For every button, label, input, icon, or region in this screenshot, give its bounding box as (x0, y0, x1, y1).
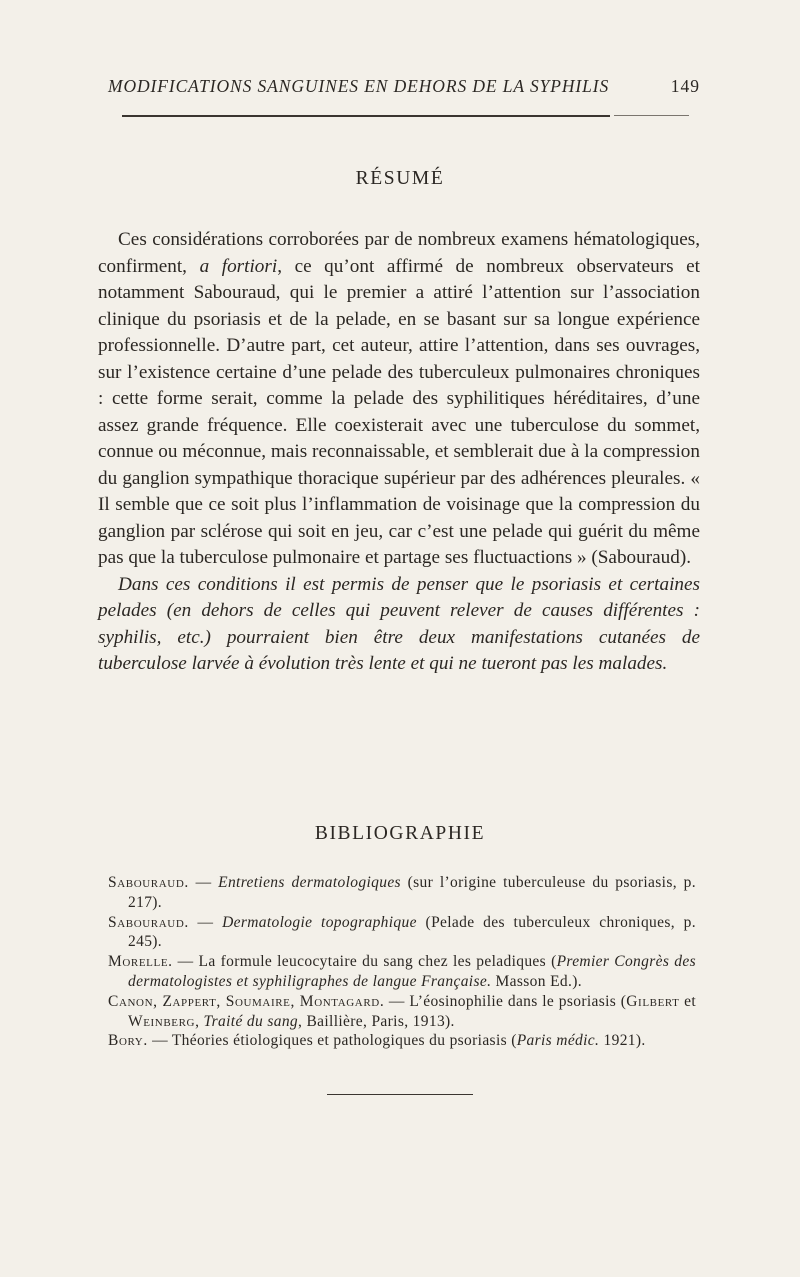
bibliography-entry (108, 873, 696, 913)
resume-p1-text-b: , ce qu’ont affirmé de nombreux observateurs et notamment Sabouraud, qui le premier a attiré l’attention sur l’association clinique du psoriasis et de la pelade, en se basant sur sa longue expérience professionnelle. D’autre part, cet auteur, attire l’attention, dans ses ouvrages, sur l’existence certaine d’une pelade des tuberculeux pulmonaires chroniques : cette forme serait, comme la pelade des syphilitiques héréditaires, d’une assez grande fréquence. Elle coexisterait avec une tuberculose du sommet, connue ou méconnue, mais reconnaissable, et semblerait due à la compression du ganglion sympathique thoracique supérieur par des adhérences pleurales. « Il semble que ce soit plus l’inflammation de voisinage que la compression du ganglion par sclérose qui soit en jeu, car c’est une pelade qui guérit du même pas que la tuberculose pulmonaire et partage ses fluctuactions » (Sabouraud). (98, 255, 700, 568)
resume-paragraph-2 (98, 572, 700, 678)
running-header (108, 76, 700, 97)
ref-separator: , (195, 1012, 204, 1030)
ref-details: , Baillière, Paris, 1913). (298, 1012, 455, 1030)
header-rule-short (614, 115, 689, 116)
ref-details: Masson Ed.). (491, 972, 582, 990)
resume-body (98, 227, 700, 678)
ref-title: Premier Congrès des dermatologistes et syphiligraphes de langue Française. (128, 953, 696, 990)
ref-author: Sabouraud. (108, 913, 189, 931)
ref-title: Paris médic. (516, 1032, 600, 1050)
resume-p1-text-a: Ces considérations corroborées par de nombreux examens hématologiques, confirment, (98, 229, 700, 277)
resume-heading: RÉSUMÉ (355, 168, 445, 189)
resume-p2-text: Dans ces conditions il est permis de penser que le psoriasis et certaines pelades (en dehors de celles qui peuvent relever de causes différentes : syphilis, etc.) pourraient bien être deux manifestations cutanées de tuberculose larvée à évolution très lente et qui ne tueront pas les malades. (98, 573, 700, 674)
ref-title: Dermatologie topographique (222, 913, 417, 931)
ref-author: Sabouraud. (108, 874, 189, 891)
bibliography-entry (108, 1031, 696, 1051)
ref-conjunction: et (679, 992, 696, 1010)
ref-dash: — (188, 913, 223, 931)
ref-title: Entretiens dermatologiques (218, 874, 401, 891)
running-title: MODIFICATIONS SANGUINES EN DEHORS DE LA SYPHILIS (108, 76, 610, 96)
ref-dash: — (188, 874, 219, 891)
ref-editor: Gilbert (626, 992, 680, 1010)
bibliography-entry (108, 992, 696, 1032)
bibliography-entry (108, 952, 696, 992)
resume-paragraph-1 (98, 227, 700, 572)
bibliography-entry (108, 913, 696, 953)
resume-p1-italic: a fortiori (199, 255, 278, 277)
ref-details: (Pelade des tuberculeux chroniques, p. 245). (128, 913, 696, 951)
ref-text: — La formule leucocytaire du sang chez les peladiques ( (172, 953, 557, 971)
page-number: 149 (670, 76, 700, 96)
ref-author: Morelle. (108, 953, 173, 971)
bibliography-list (108, 873, 696, 1051)
ref-author: Bory. (108, 1032, 148, 1050)
ref-title: Traité du sang (203, 1012, 299, 1030)
header-rule (122, 115, 610, 117)
ref-details: 1921). (599, 1032, 646, 1050)
ref-author: Canon, Zappert, Soumaire, Montagard. (108, 992, 385, 1010)
ref-details: (sur l’origine tuberculeuse du psoriasis, p. 217). (128, 874, 696, 911)
ref-editor: Weinberg (128, 1012, 196, 1030)
ref-text: — Théories étiologiques et pathologiques du psoriasis ( (147, 1032, 517, 1050)
closing-rule (327, 1094, 473, 1095)
ref-text: — L’éosinophilie dans le psoriasis ( (384, 992, 627, 1010)
bibliography-heading: BIBLIOGRAPHIE (314, 823, 486, 844)
